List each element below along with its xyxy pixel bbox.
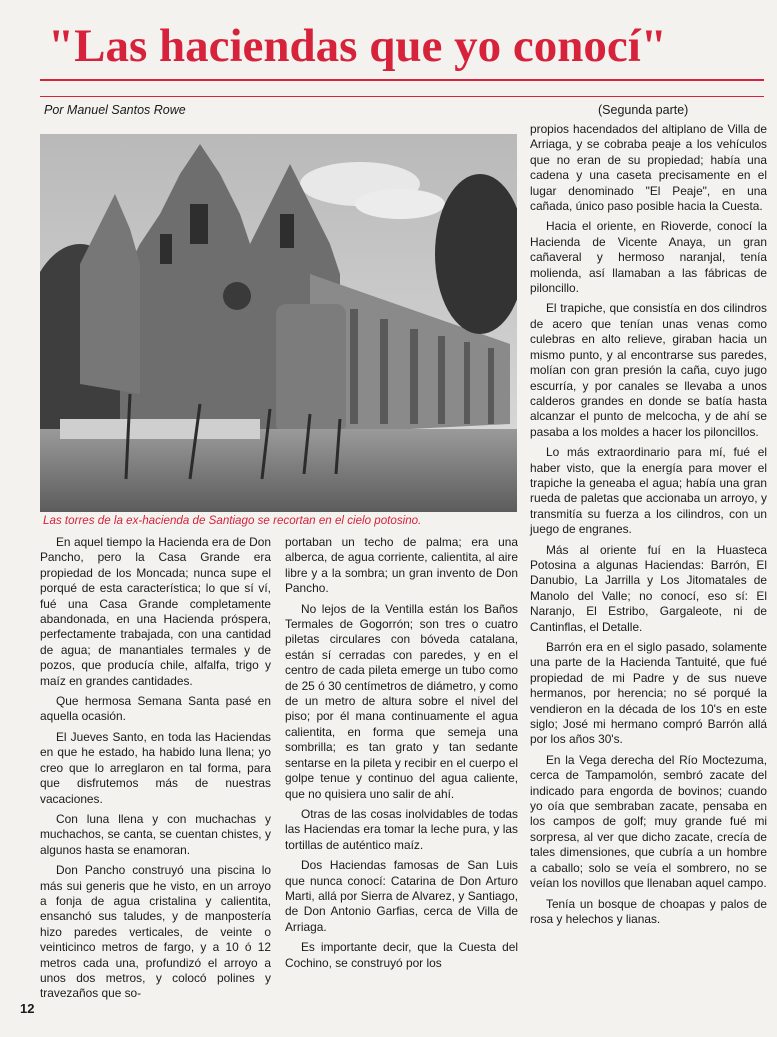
paragraph: Con luna llena y con muchachas y muchachos, se canta, se cuentan chistes, y algunos hasta se enamoran. (40, 811, 271, 857)
paragraph: Lo más extraordinario para mí, fué el haber visto, que la energía para mover el trapiche la geneaba el agua; había una gran rueda de paletas que accionaba un arroyo, y transmitía su fuerza a los cilindros, con un juego de engranes. (530, 445, 767, 537)
paragraph: Hacia el oriente, en Rioverde, conocí la Hacienda de Vicente Anaya, un gran cañaveral y hermoso naranjal, tenía molienda, así llamaban a las fábricas de piloncillo. (530, 219, 767, 296)
paragraph: Dos Haciendas famosas de San Luis que nunca conocí: Catarina de Don Arturo Marti, allá por Sierra de Alvarez, y Santiago, de Don Antonio Garfias, cerca de Villa de Arriaga. (285, 858, 518, 934)
hacienda-photo (40, 134, 517, 512)
paragraph: Más al oriente fuí en la Huasteca Potosina a algunas Haciendas: Barrón, El Danubio, La Jarrilla y Los Jitomatales de Manolo del Valle; no conocí, eso sí: El Naranjo, El Estribo, Gargaleote, ni de Cantinflas, el Detalle. (530, 542, 767, 634)
paragraph: Es importante decir, que la Cuesta del Cochino, se construyó por los (285, 940, 518, 970)
article-title: "Las haciendas que yo conocí" (48, 20, 667, 72)
photo-caption: Las torres de la ex-hacienda de Santiago se recortan en el cielo potosino. (43, 514, 422, 527)
part-label: (Segunda parte) (598, 103, 689, 117)
paragraph-continued: propios hacendados del altiplano de Villa de Arriaga, y se cobraba peaje a los vehículos que no eran de su propiedad; había una cadena y una caseta precisamente en el lugar denominado "El Peaje", en una cañada, único paso posible hacia la Cuesta. (530, 122, 767, 214)
paragraph: No lejos de la Ventilla están los Baños Termales de Gogorrón; son tres o cuatro piletas circulares con bóveda catalana, están sí cerradas con paredes, y en el centro de cada pileta emerge un tubo como de 25 ó 30 centímetros de diámetro, y como de un metro de altura sobre el nivel del piso; por él mana continuamente el agua calientita, en forma que semeja una sombrilla; es tan grato y tan sedante sentarse en la pileta y recibir en el cuerpo el golpe tenue y continuo del agua caliente, que no quisiera uno salir de ahí. (285, 601, 518, 801)
paragraph: Barrón era en el siglo pasado, solamente una parte de la Hacienda Tantuité, que fué propiedad de mi Padre y de sus nueve hermanos, por herencia; no sé porqué la vendieron en la década de los 10's en este siglo; José mi hermano compró Barrón allá por los años 30's. (530, 640, 767, 747)
paragraph: En aquel tiempo la Hacienda era de Don Pancho, pero la Casa Grande era propiedad de los Moncada; nunca supe el porqué de esta característica; lo que sí ví, fué una Casa Grande completamente abandonada, en una Hacienda próspera, perfectamente trabajada, con una cantidad de agua; de manantiales termales y de pozos, que producía chile, alfalfa, trigo y maíz en grandes cantidades. (40, 535, 271, 688)
paragraph: Tenía un bosque de choapas y palos de rosa y helechos y lianas. (530, 896, 767, 926)
page-number: 12 (20, 1001, 35, 1016)
paragraph: El Jueves Santo, en toda las Haciendas en que he estado, ha habido luna llena; yo creo que lo arreglaron en tal forma, para que disfrutemos más de nuestras vacaciones. (40, 729, 271, 806)
paragraph: En la Vega derecha del Río Moctezuma, cerca de Tampamolón, sembró zacate del indicado para engorda de bovinos; cuando yo oía que sembraban zacate, pensaba en los campos de golf; muy grande fué mi sorpresa, al ver que dicho zacate, crecía de tales dimensiones, que cubría a un hombre a caballo; solo se veía el sombrero, no se veían los novillos que llenaban aquel campo. (530, 752, 767, 891)
title-rule (40, 79, 764, 81)
text-column-3 (530, 122, 767, 932)
text-column-1 (40, 535, 271, 1007)
byline: Por Manuel Santos Rowe (44, 103, 186, 117)
paragraph: El trapiche, que consistía en dos cilindros de acero que tenían unas venas como culebras en alto relieve, giraban hacia un mismo punto, y al encontrarse sus paredes, molían con gran presión la caña, cuyo jugo escurría, y por canales se llevaba a unos calderos grandes en donde se batía hasta alcanzar el punto de melcocha, y de ahí se pasaba a los moldes a hacer los piloncillos. (530, 301, 767, 439)
paragraph: Don Pancho construyó una piscina lo más sui generis que he visto, en un arroyo a fonja de agua cristalina y calientita, ensanchó sus taludes, y de manpostería hizo paredes verticales, de veinte o veinticinco metros de fargo, y a 10 ó 12 metros cada una, profundizó el arroyo a unos dos metros, y colocó polines y travezaños que so- (40, 863, 271, 1001)
paragraph-continued: portaban un techo de palma; era una alberca, de agua corriente, calientita, al aire libre y a la sombra; un gran invento de Don Pancho. (285, 535, 518, 596)
title-rule-lower (40, 96, 764, 97)
text-column-2 (285, 535, 518, 976)
paragraph: Que hermosa Semana Santa pasé en aquella ocasión. (40, 694, 271, 724)
paragraph: Otras de las cosas inolvidables de todas las Haciendas era tomar la leche pura, y las tortillas de auténtico maíz. (285, 806, 518, 852)
